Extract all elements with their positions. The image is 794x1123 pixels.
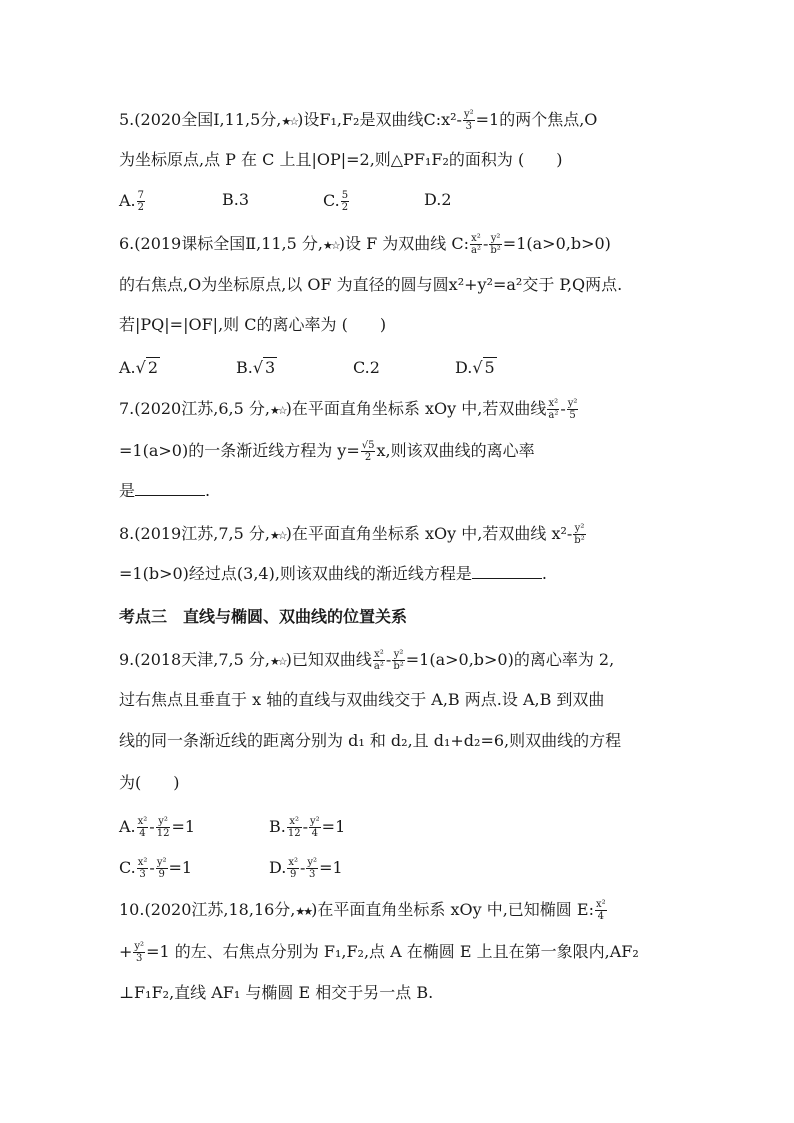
q5-tail: =1的两个焦点,O [475, 110, 598, 129]
q6-line1: 6.(2019课标全国Ⅱ,11,5 分,★☆)设 F 为双曲线 C: $\frac{\text{x²}}{\text{a²}}$ - $\frac{\text{y²}}{\text{b²}}$ =1(a>0,b>0) [119, 233, 611, 256]
q9-option-a: A. $\frac{\text{x²}}{4}$ - $\frac{\text{y²}}{12}$ =1 [119, 816, 196, 839]
difficulty-stars-icon: ★☆ [281, 115, 298, 128]
q9-option-d: D. $\frac{\text{x²}}{9}$ - $\frac{\text{y²}}{3}$ =1 [269, 857, 343, 880]
q5-line2: 为坐标原点,点 P 在 C 上且|OP|=2,则△PF₁F₂的面积为 ( ) [119, 150, 563, 169]
q7-line3: 是 . [119, 481, 211, 500]
difficulty-stars-icon: ★☆ [323, 239, 339, 252]
q8-line2: =1(b>0)经过点(3,4),则该双曲线的渐近线方程是 . [119, 564, 548, 583]
difficulty-stars-icon: ★☆ [269, 655, 286, 668]
q6-option-c: C.2 [353, 358, 380, 377]
q7-line1: 7.(2020江苏,6,5 分,★☆)在平面直角坐标系 xOy 中,若双曲线 $\frac{\text{x²}}{\text{a²}}$ - $\frac{\text{y²}}{5}$ [119, 398, 578, 421]
q5-option-a: A. $\frac{7}{2}$ [119, 190, 145, 213]
q6-option-b: B.√ 3 [236, 358, 276, 377]
q5-line1 [119, 109, 597, 132]
q5-option-d: D.2 [424, 190, 452, 209]
q9-line1: 9.(2018天津,7,5 分,★☆)已知双曲线 $\frac{\text{x²}}{\text{a²}}$ - $\frac{\text{y²}}{\text{b²}}$ =1(a>0,b>0)的离心率为 2, [119, 649, 615, 672]
q9-option-b: B. $\frac{\text{x²}}{12}$ - $\frac{\text{y²}}{4}$ =1 [269, 816, 346, 839]
q9-option-c: C. $\frac{\text{x²}}{3}$ - $\frac{\text{y²}}{9}$ =1 [119, 857, 193, 880]
q6-option-a: A.√ 2 [119, 358, 159, 377]
q6-option-d: D.√ 5 [455, 358, 495, 377]
difficulty-stars-icon: ★☆ [269, 404, 286, 417]
q7-line2: =1(a>0)的一条渐近线方程为 y= $\frac{√5}{2}$ x,则该双曲线的离心率 [119, 440, 535, 463]
q9-line3: 线的同一条渐近线的距离分别为 d₁ 和 d₂,且 d₁+d₂=6,则双曲线的方程 [119, 731, 622, 750]
q10-line2: + $\frac{\text{y²}}{3}$ =1 的左、右焦点分别为 F₁,F₂,点 A 在椭圆 E 上且在第一象限内,AF₂ [119, 941, 639, 964]
q10-line3: ⊥F₁F₂,直线 AF₁ 与椭圆 E 相交于另一点 B. [119, 983, 434, 1002]
answer-blank[interactable] [472, 564, 542, 579]
q8-line1: 8.(2019江苏,7,5 分,★☆)在平面直角坐标系 xOy 中,若双曲线 x²- $\frac{\text{y²}}{\text{b²}}$ [119, 523, 585, 546]
difficulty-stars-icon: ★☆ [269, 529, 286, 542]
q5-body: )设F₁,F₂是双曲线C:x²- [297, 110, 462, 129]
q6-line2: 的右焦点,O为坐标原点,以 OF 为直径的圆与圆x²+y²=a²交于 P,Q两点. [119, 275, 623, 294]
q5-option-c: C. $\frac{5}{2}$ [323, 190, 349, 213]
q10-line1: 10.(2020江苏,18,16分,★★)在平面直角坐标系 xOy 中,已知椭圆 E: $\frac{\text{x²}}{4}$ [119, 899, 606, 922]
q9-line4: 为( ) [119, 773, 180, 792]
q9-line2: 过右焦点且垂直于 x 轴的直线与双曲线交于 A,B 两点.设 A,B 到双曲 [119, 690, 605, 709]
answer-blank[interactable] [135, 481, 205, 496]
q5-option-b: B.3 [222, 190, 250, 209]
q5-head: 5.(2020全国Ⅰ,11,5分, [119, 110, 282, 129]
q6-line3: 若|PQ|=|OF|,则 C的离心率为 ( ) [119, 315, 387, 334]
difficulty-stars-icon: ★★ [295, 905, 312, 918]
q5-fraction: $\frac{\text{y²}}{3}$ [463, 109, 474, 132]
section-heading: 考点三 直线与椭圆、双曲线的位置关系 [119, 607, 408, 626]
